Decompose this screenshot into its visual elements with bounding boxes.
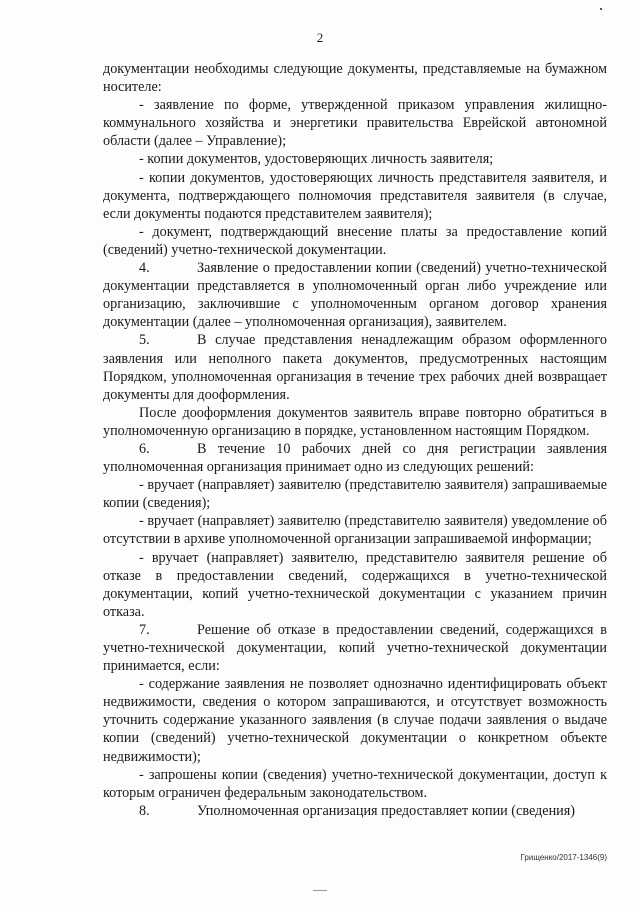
paragraph-text: В случае представления ненадлежащим образом оформленного заявления или неполного пакета документов, предусмотренных настоящим Порядком, уполномоченная организация в течение трех рабочих дней возвращает документы для дооформления. [103, 332, 607, 403]
paragraph-number: 4. [139, 260, 150, 277]
paragraph-text: Уполномоченная организация предоставляет копии (сведения) [197, 802, 576, 819]
paragraph: После дооформления документов заявитель вправе повторно обратиться в уполномоченную организацию в порядке, установленном настоящим Порядком. [103, 404, 607, 439]
page-number: 2 [316, 30, 324, 45]
paragraph-number: 5. [139, 332, 150, 349]
paragraph: - вручает (направляет) заявителю, представителю заявителя решение об отказе в предоставлении сведений, содержащихся в учетно-технической документации, копий учетно-технической документации с указанием причин отказа. [103, 549, 607, 620]
document-code: Грищенко/2017-1346(9) [520, 853, 607, 862]
numbered-paragraph [103, 802, 607, 820]
document-body [103, 60, 607, 820]
paragraph-text: Заявление о предоставлении копии (сведений) учетно-технической документации представляется в уполномоченный орган либо учреждение или организацию, заключившие с уполномоченным органом договор хранения документации (далее – уполномоченная организация), заявителем. [103, 260, 607, 331]
numbered-paragraph [103, 331, 607, 403]
paragraph: - заявление по форме, утвержденной приказом управления жилищно-коммунального хозяйства и энергетики правительства Еврейской автономной области (далее – Управление); [103, 97, 607, 150]
paragraph-text: Решение об отказе в предоставлении сведений, содержащихся в учетно-технической документации, копий учетно-технической документации принимается, если: [103, 621, 607, 675]
scan-mark [600, 8, 602, 10]
paragraph: - запрошены копии (сведения) учетно-технической документации, доступ к которым ограничен федеральным законодательством. [103, 766, 607, 801]
paragraph: - вручает (направляет) заявителю (представителю заявителя) запрашиваемые копии (сведения); [103, 477, 607, 512]
numbered-paragraph [103, 621, 607, 675]
paragraph: - вручает (направляет) заявителю (представителю заявителя) уведомление об отсутствии в архиве уполномоченной организации запрашиваемой информации; [103, 513, 607, 548]
paragraph: - документ, подтверждающий внесение платы за предоставление копий (сведений) учетно-технической документации. [103, 223, 607, 258]
paragraph: документации необходимы следующие документы, представляемые на бумажном носителе: [103, 61, 607, 96]
paragraph-text: В течение 10 рабочих дней со дня регистрации заявления уполномоченная организация принимает одно из следующих решений: [103, 440, 607, 476]
paragraph: - содержание заявления не позволяет однозначно идентифицировать объект недвижимости, сведения о котором запрашиваются, и отсутствует возможность уточнить содержание указанного заявления (в случае подачи заявления о выдаче копии (сведений) учетно-технической документации о конкретном объекте недвижимости); [103, 676, 607, 765]
paragraph: - копии документов, удостоверяющих личность представителя заявителя, и документа, подтверждающего полномочия представителя заявителя (в случае, если документы подаются представителем заявителя); [103, 169, 607, 222]
paragraph-number: 7. [139, 621, 150, 638]
paragraph-number: 8. [139, 802, 150, 819]
paragraph-number: 6. [139, 440, 150, 457]
numbered-paragraph [103, 259, 607, 331]
numbered-paragraph [103, 440, 607, 476]
paragraph: - копии документов, удостоверяющих личность заявителя; [139, 151, 494, 168]
scan-mark [313, 890, 327, 891]
